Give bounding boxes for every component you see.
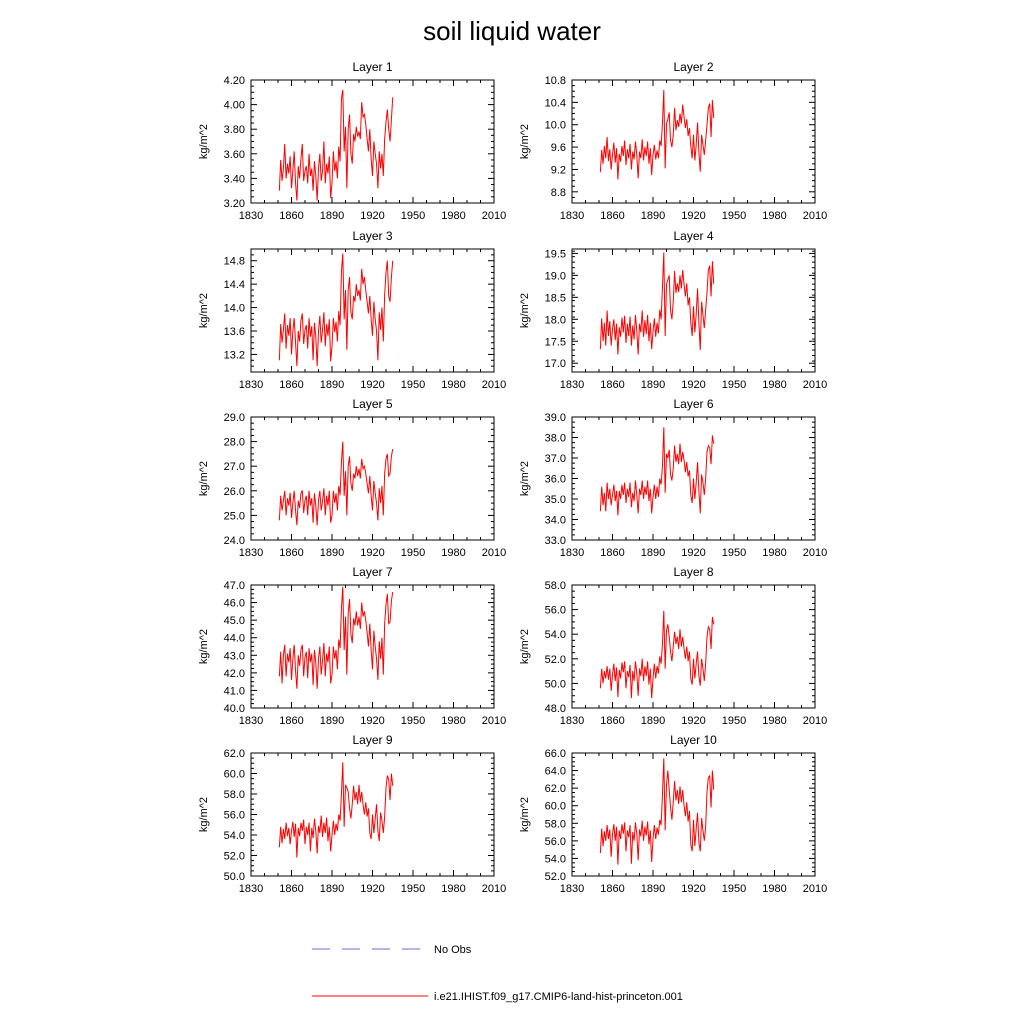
y-tick-label: 64.0: [544, 765, 566, 778]
y-tick-label: 13.6: [223, 326, 245, 338]
panel-layer-7: [198, 565, 506, 727]
x-tick-label: 1830: [238, 715, 264, 727]
x-tick-label: 1920: [681, 883, 706, 895]
x-tick-label: 1890: [319, 210, 345, 222]
x-tick-label: 1920: [360, 883, 385, 895]
y-tick-label: 36.0: [544, 473, 566, 486]
panel-layer-8: [519, 565, 827, 727]
panel-title-layer-5: Layer 5: [352, 397, 393, 411]
panel-layer-5: [198, 397, 506, 559]
plot-frame-layer-7: [251, 585, 494, 708]
x-tick-label: 1920: [360, 547, 385, 559]
x-tick-label: 2010: [481, 210, 507, 222]
y-axis-label-layer-2: kg/m^2: [519, 123, 531, 160]
y-tick-label: 4.00: [223, 99, 245, 112]
x-tick-label: 1890: [319, 883, 345, 895]
plot-frame-layer-5: [251, 417, 494, 540]
y-tick-label: 14.8: [223, 255, 245, 268]
y-tick-label: 8.8: [550, 186, 566, 199]
x-tick-label: 1980: [441, 210, 466, 222]
y-tick-label: 62.0: [544, 783, 566, 796]
x-tick-label: 1950: [721, 547, 747, 559]
x-tick-label: 2010: [481, 883, 507, 895]
y-tick-label: 43.0: [223, 650, 245, 663]
x-tick-label: 1890: [640, 547, 666, 559]
x-tick-label: 1830: [559, 883, 585, 895]
y-tick-label: 35.0: [544, 494, 566, 506]
data-line-layer-2: [600, 90, 713, 179]
y-axis-label-layer-5: kg/m^2: [198, 460, 210, 497]
data-line-layer-4: [600, 253, 713, 355]
panel-layer-3: [198, 229, 506, 391]
y-tick-label: 54.0: [544, 853, 566, 866]
y-tick-label: 9.2: [550, 164, 566, 177]
y-tick-label: 54.0: [223, 830, 245, 842]
panel-layer-1: [198, 60, 506, 222]
y-tick-label: 10.8: [544, 75, 566, 87]
x-tick-label: 1980: [441, 715, 466, 727]
x-tick-label: 1860: [600, 883, 625, 895]
panels: [198, 60, 827, 895]
legend-model-label: i.e21.IHIST.f09_g17.CMIP6-land-hist-princeton.001: [434, 991, 683, 1003]
y-tick-label: 56.0: [544, 604, 566, 617]
x-tick-label: 1860: [600, 379, 625, 391]
y-tick-label: 44.0: [223, 632, 245, 645]
y-axis-label-layer-4: kg/m^2: [519, 292, 531, 329]
x-tick-label: 2010: [481, 547, 507, 559]
x-tick-label: 1860: [279, 883, 304, 895]
y-tick-label: 52.0: [544, 653, 566, 666]
y-tick-label: 47.0: [223, 580, 245, 592]
plot-frame-layer-3: [251, 249, 494, 372]
y-tick-label: 48.0: [544, 703, 566, 715]
y-tick-label: 58.0: [544, 580, 566, 592]
x-tick-label: 1860: [279, 379, 304, 391]
y-tick-label: 25.0: [223, 510, 245, 523]
y-tick-label: 4.20: [223, 75, 245, 87]
y-tick-label: 40.0: [223, 703, 245, 715]
x-tick-label: 2010: [481, 379, 507, 391]
data-line-layer-6: [600, 427, 713, 515]
x-tick-label: 1860: [279, 210, 304, 222]
x-tick-label: 2010: [481, 715, 507, 727]
x-tick-label: 1920: [360, 379, 385, 391]
y-tick-label: 19.0: [544, 270, 566, 283]
y-tick-label: 58.0: [544, 818, 566, 831]
legend-no-obs-label: No Obs: [434, 944, 472, 956]
x-tick-label: 1950: [721, 379, 747, 391]
x-tick-label: 1860: [600, 210, 625, 222]
x-tick-label: 1950: [400, 883, 426, 895]
x-tick-label: 1860: [600, 547, 625, 559]
x-tick-label: 1890: [640, 210, 666, 222]
x-tick-label: 1920: [360, 715, 385, 727]
x-tick-label: 1980: [762, 547, 787, 559]
y-tick-label: 27.0: [223, 461, 245, 474]
y-tick-label: 33.0: [544, 535, 566, 547]
y-tick-label: 39.0: [544, 412, 566, 424]
x-tick-label: 2010: [802, 379, 828, 391]
x-tick-label: 1830: [238, 547, 264, 559]
y-tick-label: 56.0: [223, 809, 245, 822]
x-tick-label: 2010: [802, 210, 828, 222]
y-tick-label: 29.0: [223, 412, 245, 424]
plot-frame-layer-8: [572, 585, 815, 708]
x-tick-label: 1890: [319, 715, 345, 727]
y-tick-label: 26.0: [223, 485, 245, 498]
x-tick-label: 1860: [600, 715, 625, 727]
panel-title-layer-4: Layer 4: [673, 229, 714, 243]
panel-title-layer-7: Layer 7: [352, 565, 393, 579]
panel-title-layer-1: Layer 1: [352, 60, 393, 74]
x-tick-label: 1890: [640, 715, 666, 727]
x-tick-label: 1890: [319, 379, 345, 391]
y-tick-label: 37.0: [544, 453, 566, 465]
y-axis-label-layer-10: kg/m^2: [519, 796, 531, 833]
plot-frame-layer-10: [572, 753, 815, 876]
panel-layer-9: [198, 733, 506, 895]
y-tick-label: 17.5: [544, 336, 566, 349]
x-tick-label: 1920: [681, 210, 706, 222]
y-axis-label-layer-7: kg/m^2: [198, 628, 210, 665]
y-tick-label: 60.0: [544, 800, 566, 813]
y-tick-label: 60.0: [223, 768, 245, 781]
y-tick-label: 28.0: [223, 436, 245, 449]
y-tick-label: 38.0: [544, 432, 566, 445]
y-tick-label: 56.0: [544, 835, 566, 848]
x-tick-label: 1950: [400, 379, 426, 391]
panel-title-layer-3: Layer 3: [352, 229, 393, 243]
y-tick-label: 10.0: [544, 119, 566, 132]
x-tick-label: 1920: [360, 210, 385, 222]
panel-title-layer-6: Layer 6: [673, 397, 714, 411]
x-tick-label: 1950: [400, 715, 426, 727]
x-tick-label: 1830: [238, 379, 264, 391]
x-tick-label: 1950: [721, 883, 747, 895]
data-line-layer-3: [279, 254, 392, 366]
panel-layer-4: [519, 229, 827, 391]
plot-frame-layer-1: [251, 80, 494, 203]
y-tick-label: 34.0: [544, 514, 566, 527]
panel-layer-6: [519, 397, 827, 559]
y-axis-label-layer-9: kg/m^2: [198, 796, 210, 833]
y-tick-label: 46.0: [223, 597, 245, 610]
panel-title-layer-9: Layer 9: [352, 733, 393, 747]
panel-layer-2: [519, 60, 827, 222]
x-tick-label: 1830: [559, 210, 585, 222]
y-tick-label: 50.0: [544, 678, 566, 691]
y-tick-label: 13.2: [223, 349, 245, 362]
x-tick-label: 1860: [279, 715, 304, 727]
y-axis-label-layer-3: kg/m^2: [198, 292, 210, 329]
y-tick-label: 24.0: [223, 535, 245, 547]
x-tick-label: 1980: [441, 547, 466, 559]
x-tick-label: 1830: [559, 547, 585, 559]
data-line-layer-5: [279, 442, 392, 526]
y-tick-label: 54.0: [544, 629, 566, 642]
panel-title-layer-2: Layer 2: [673, 60, 714, 74]
x-tick-label: 2010: [802, 883, 828, 895]
x-tick-label: 1890: [640, 379, 666, 391]
y-tick-label: 42.0: [223, 667, 245, 680]
x-tick-label: 1890: [640, 883, 666, 895]
y-tick-label: 17.0: [544, 358, 566, 371]
panel-title-layer-10: Layer 10: [670, 733, 717, 747]
x-tick-label: 1920: [681, 547, 706, 559]
y-tick-label: 18.5: [544, 292, 566, 305]
y-axis-label-layer-1: kg/m^2: [198, 123, 210, 160]
x-tick-label: 1980: [441, 379, 466, 391]
data-line-layer-8: [600, 611, 713, 698]
x-tick-label: 2010: [802, 715, 828, 727]
x-tick-label: 1980: [762, 715, 787, 727]
x-tick-label: 1950: [721, 210, 747, 222]
legend: [312, 944, 683, 1003]
data-line-layer-7: [279, 587, 392, 689]
y-tick-label: 3.80: [223, 124, 245, 137]
y-tick-label: 52.0: [544, 871, 566, 883]
y-tick-label: 3.60: [223, 148, 245, 161]
x-tick-label: 1830: [559, 379, 585, 391]
y-tick-label: 3.20: [223, 198, 245, 210]
x-tick-label: 1950: [400, 210, 426, 222]
x-tick-label: 1830: [559, 715, 585, 727]
y-tick-label: 18.0: [544, 314, 566, 327]
x-tick-label: 1890: [319, 547, 345, 559]
data-line-layer-1: [279, 90, 392, 201]
x-tick-label: 2010: [802, 547, 828, 559]
y-tick-label: 41.0: [223, 685, 245, 698]
y-tick-label: 3.40: [223, 173, 245, 186]
y-tick-label: 14.0: [223, 302, 245, 315]
y-tick-label: 62.0: [223, 748, 245, 760]
y-tick-label: 66.0: [544, 748, 566, 760]
x-tick-label: 1830: [238, 883, 264, 895]
y-tick-label: 10.4: [544, 97, 566, 110]
figure-title: soil liquid water: [423, 16, 601, 46]
y-tick-label: 45.0: [223, 615, 245, 628]
x-tick-label: 1920: [681, 715, 706, 727]
y-tick-label: 50.0: [223, 871, 245, 883]
data-line-layer-9: [279, 762, 392, 857]
x-tick-label: 1920: [681, 379, 706, 391]
y-axis-label-layer-8: kg/m^2: [519, 628, 531, 665]
y-tick-label: 52.0: [223, 850, 245, 863]
x-tick-label: 1830: [238, 210, 264, 222]
data-line-layer-10: [600, 758, 713, 864]
y-tick-label: 58.0: [223, 789, 245, 801]
panel-layer-10: [519, 733, 827, 895]
y-tick-label: 14.4: [223, 279, 245, 292]
y-tick-label: 9.6: [550, 142, 566, 155]
x-tick-label: 1950: [400, 547, 426, 559]
y-axis-label-layer-6: kg/m^2: [519, 460, 531, 497]
x-tick-label: 1980: [762, 210, 787, 222]
panel-title-layer-8: Layer 8: [673, 565, 714, 579]
x-tick-label: 1980: [762, 883, 787, 895]
x-tick-label: 1950: [721, 715, 747, 727]
x-tick-label: 1860: [279, 547, 304, 559]
x-tick-label: 1980: [441, 883, 466, 895]
y-tick-label: 19.5: [544, 248, 566, 261]
x-tick-label: 1980: [762, 379, 787, 391]
